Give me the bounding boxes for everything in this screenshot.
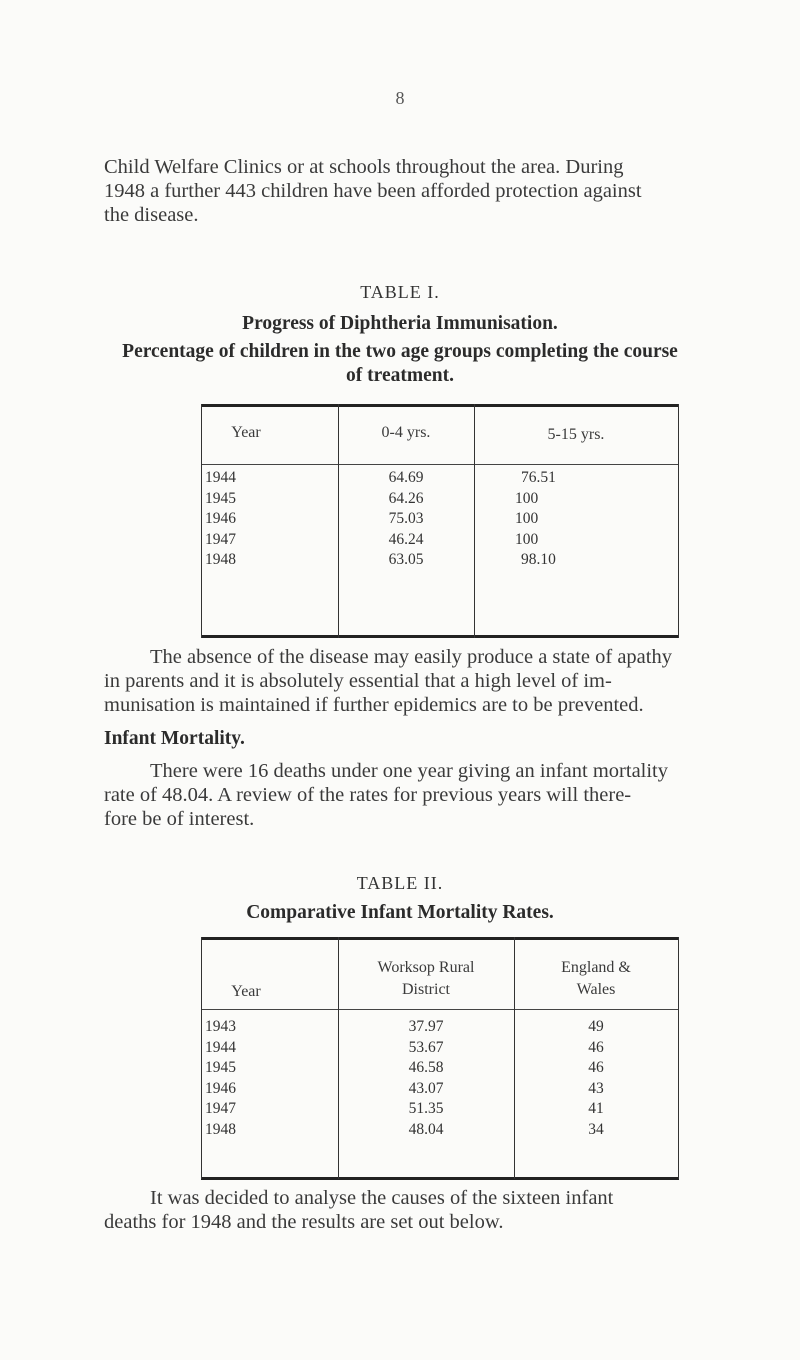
table-cell: 100 [515,530,539,548]
table1-header-0-4: 0-4 yrs. [381,424,431,441]
table1-0-4-column [338,468,474,571]
table2-header-england [514,957,678,1001]
table-cell: 76.51 [521,469,556,486]
table-cell: 75.03 [388,510,424,527]
table2-title: Comparative Infant Mortality Rates. [246,902,554,923]
table-cell: 49 [588,1018,604,1035]
table-cell: 1948 [205,1120,236,1138]
intro-line-1: Child Welfare Clinics or at schools throughout the area. During [104,156,624,178]
table-cell: 48.04 [408,1120,444,1138]
table2-year-column [205,1017,295,1140]
table-cell: 43 [588,1079,604,1097]
table2-header-year: Year [231,983,261,1000]
table2-bottom-rule [201,1177,679,1180]
table1 [201,404,679,636]
infant-line-3: fore be of interest. [104,808,255,830]
table1-header-rule [201,464,679,465]
table-cell: 46 [588,1059,604,1076]
table1-bottom-rule [201,635,679,638]
apathy-line-3: munisation is maintained if further epidemics are to be prevented. [104,694,644,716]
intro-paragraph [104,155,740,227]
table-cell: 41 [588,1100,604,1117]
table-cell: 37.97 [408,1018,444,1035]
apathy-paragraph [104,645,740,717]
table-cell: 1947 [205,1100,236,1117]
infant-mortality-heading: Infant Mortality. [104,728,245,749]
intro-line-3: the disease. [104,204,199,226]
intro-line-2: 1948 a further 443 children have been afforded protection against [104,180,642,202]
table1-5-15-column [515,468,635,571]
worksop-header-line-2: District [402,981,450,998]
table-cell: 43.07 [408,1079,444,1097]
infant-line-1: There were 16 deaths under one year giving an infant mortality [150,760,669,782]
table1-header-5-15: 5-15 yrs. [547,426,605,443]
table-cell: 1945 [205,1059,236,1076]
apathy-line-1: The absence of the disease may easily produce a state of apathy [150,646,672,668]
table2-england-column [514,1017,678,1140]
table-cell: 1944 [205,469,236,486]
table2-header-rule [201,1009,679,1010]
england-header-line-1: England & [561,959,631,976]
table2-worksop-column [338,1017,514,1140]
worksop-header-line-1: Worksop Rural [377,959,475,976]
table-cell: 51.35 [408,1100,444,1117]
table1-subtitle-line-2: of treatment. [346,365,454,386]
table2 [201,937,679,1179]
apathy-line-2: in parents and it is absolutely essential that a high level of im- [104,670,612,692]
table-cell: 100 [515,489,539,507]
table2-label: TABLE II. [356,873,444,893]
table1-subtitle-line-1: Percentage of children in the two age groups completing the course [122,341,678,362]
table-cell: 1943 [205,1018,236,1035]
table1-top-rule [201,404,679,407]
table2-right-rule [678,937,679,1179]
table2-left-rule [201,937,202,1179]
table1-title: Progress of Diphtheria Immunisation. [242,313,558,334]
table-cell: 63.05 [388,551,424,568]
table-cell: 100 [515,510,539,527]
table1-right-rule [678,404,679,638]
table-cell: 34 [588,1120,604,1138]
table-cell: 46.58 [408,1059,444,1076]
infant-line-2: rate of 48.04. A review of the rates for previous years will there- [104,784,632,806]
page-number: 8 [395,88,405,108]
table-cell: 98.10 [521,551,556,568]
closing-line-1: It was decided to analyse the causes of the sixteen infant [150,1187,614,1209]
table-cell: 1944 [205,1038,236,1056]
table-cell: 46.24 [388,530,424,548]
infant-mortality-paragraph [104,759,740,831]
table-cell: 64.69 [388,469,424,486]
closing-line-2: deaths for 1948 and the results are set out below. [104,1211,504,1233]
table-cell: 1948 [205,551,236,568]
table2-top-rule [201,937,679,940]
england-header-line-2: Wales [576,981,616,998]
closing-paragraph [104,1186,740,1234]
table-cell: 1945 [205,489,236,507]
table-cell: 1946 [205,510,236,527]
table-cell: 46 [588,1038,604,1056]
table1-label: TABLE I. [360,282,440,302]
table-cell: 53.67 [408,1038,444,1056]
table1-year-column [205,468,295,571]
table1-header-year: Year [231,424,261,441]
table-cell: 1947 [205,530,236,548]
table2-header-worksop [338,957,514,1001]
table-cell: 1946 [205,1079,236,1097]
table-cell: 64.26 [388,489,424,507]
